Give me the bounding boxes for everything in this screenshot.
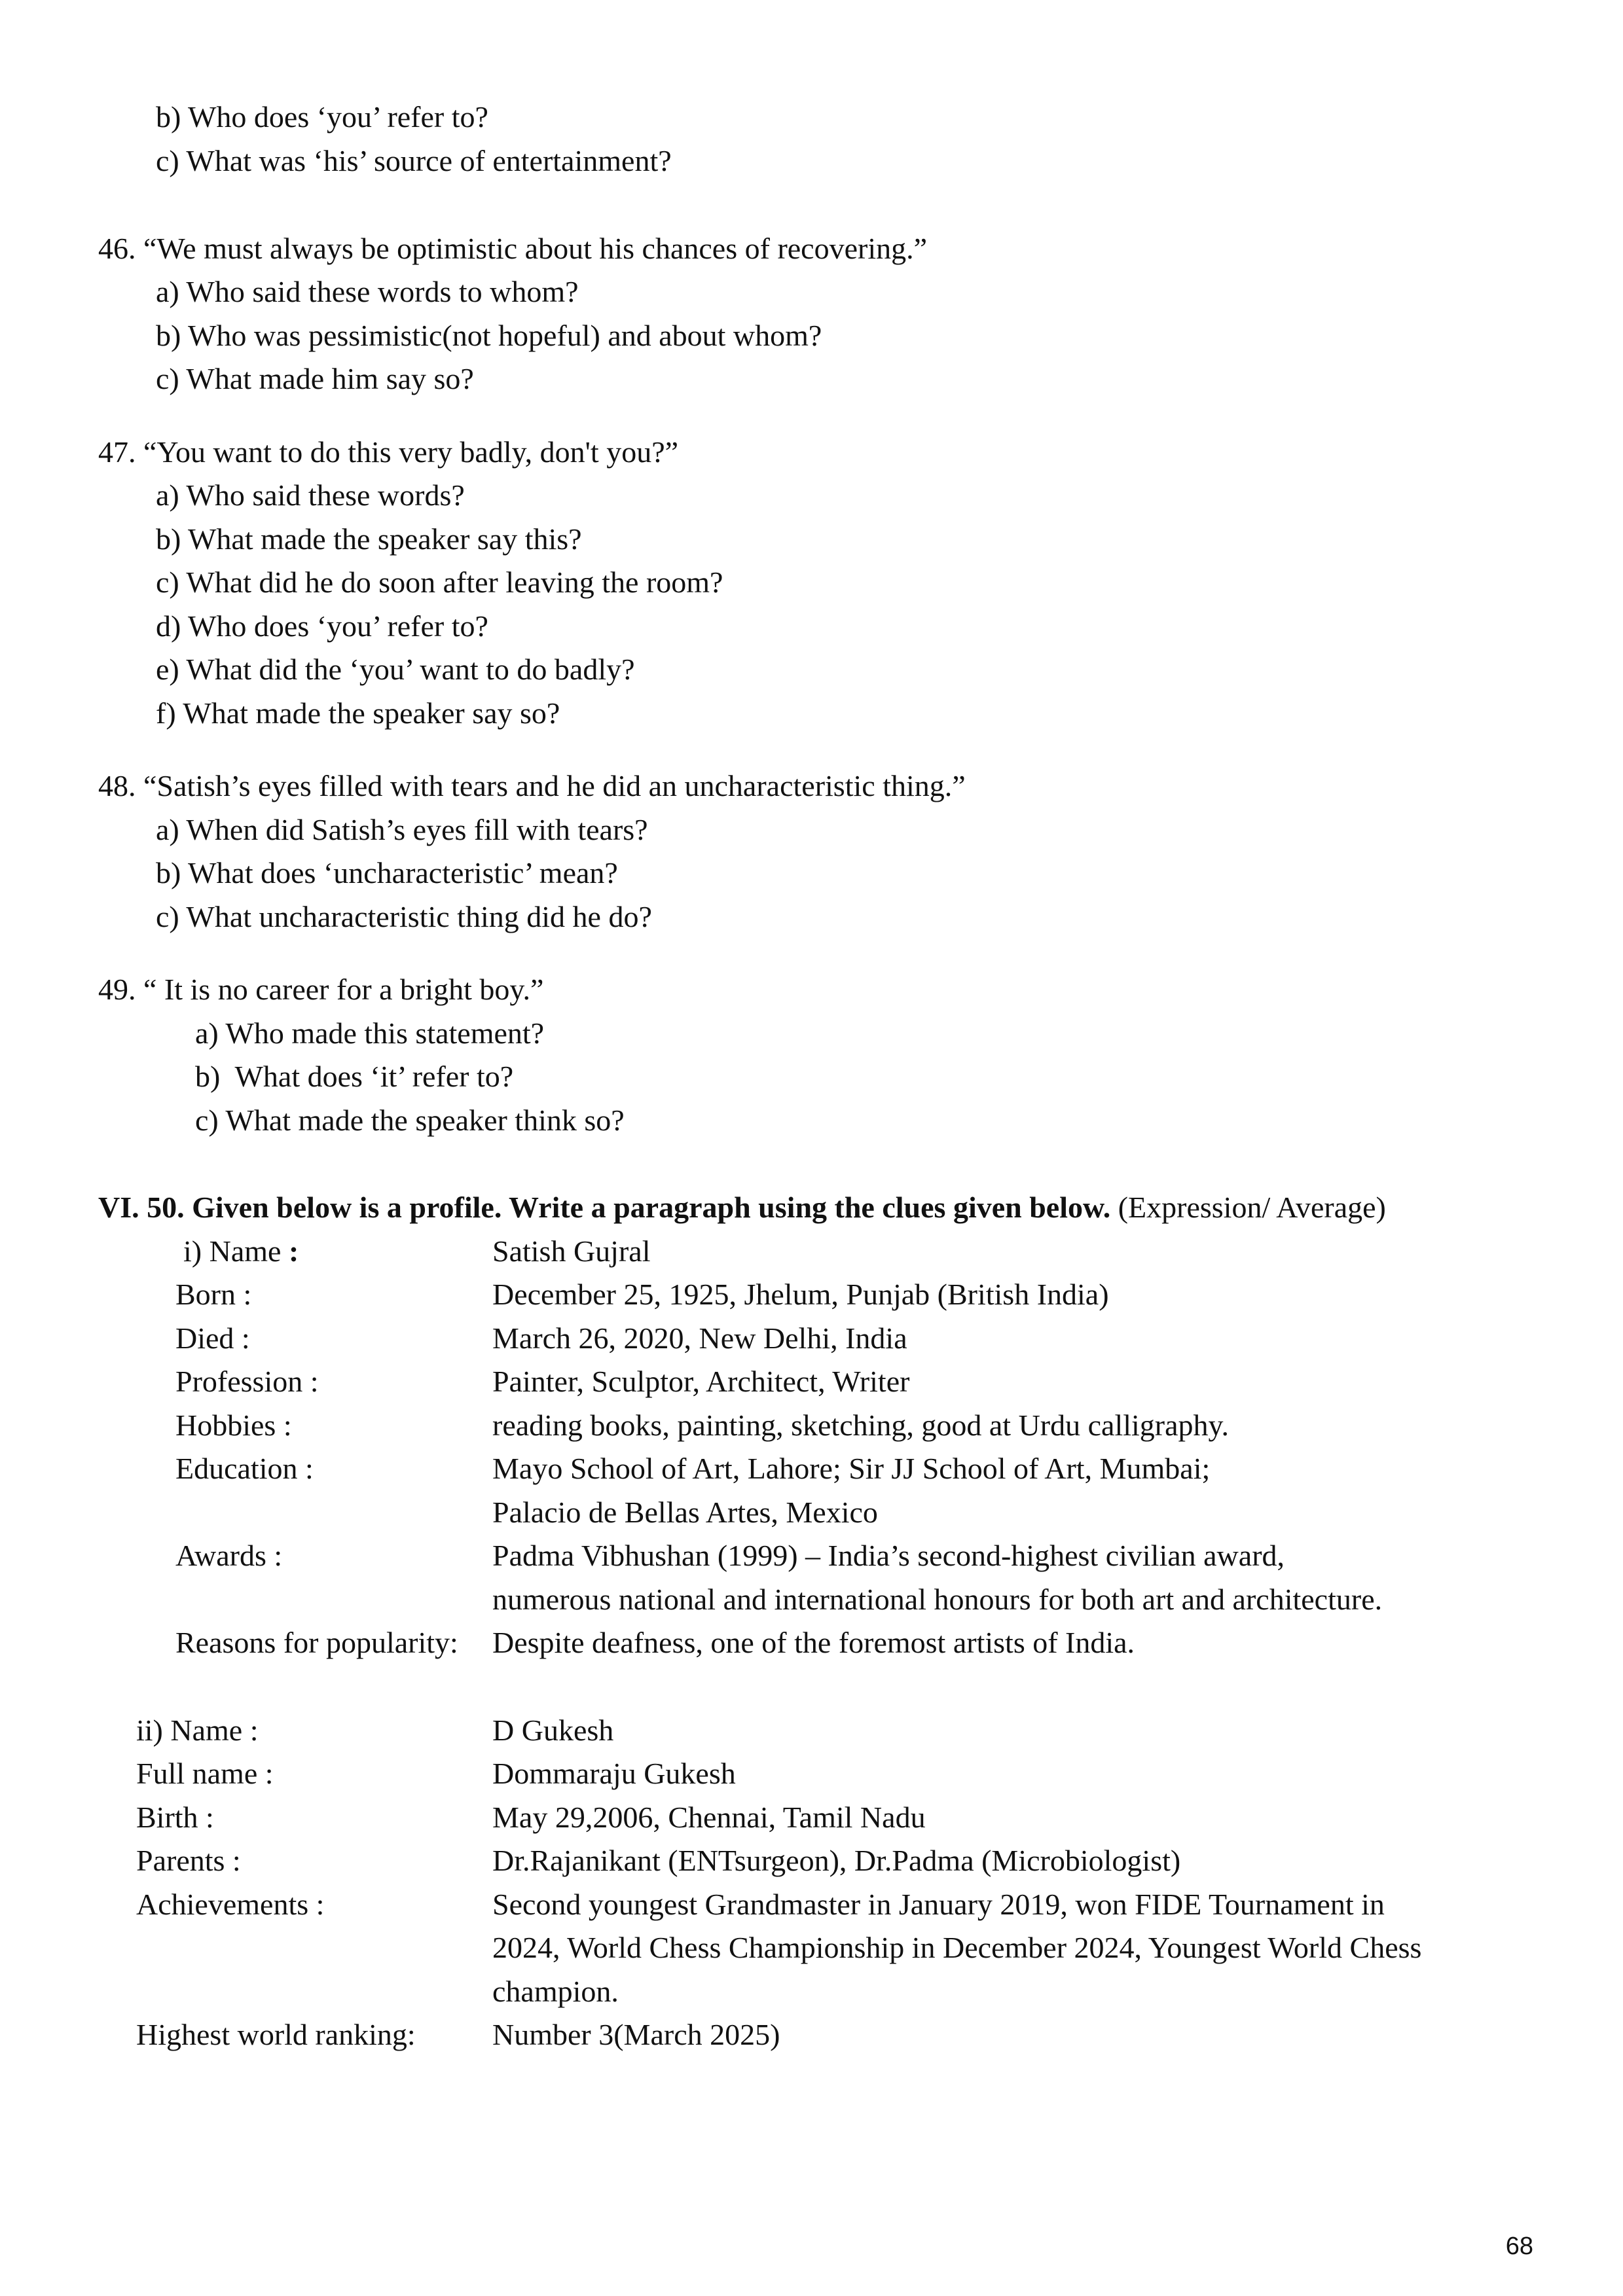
profile1-name-label: i) Name : (183, 1234, 299, 1268)
profile2-ranking-label: Highest world ranking: (136, 2018, 416, 2051)
profile2-achievements-value: Second youngest Grandmaster in January 2019, won FIDE Tournament in (492, 1888, 1385, 1921)
prev-question-item-c: c) What was ‘his’ source of entertainment? (156, 144, 672, 177)
q48-stem: 48. “Satish’s eyes filled with tears and he did an uncharacteristic thing.” (98, 769, 966, 802)
profile1-popularity-value: Despite deafness, one of the foremost artists of India. (492, 1626, 1135, 1659)
profile1-education-value-cont: Palacio de Bellas Artes, Mexico (492, 1496, 878, 1529)
profile1-hobbies-label: Hobbies : (175, 1408, 292, 1442)
profile2-parents-value: Dr.Rajanikant (ENTsurgeon), Dr.Padma (Microbiologist) (492, 1844, 1181, 1877)
q46-stem: 46. “We must always be optimistic about his chances of recovering.” (98, 232, 928, 265)
prev-question-item-b: b) Who does ‘you’ refer to? (156, 100, 488, 134)
profile1-education-label: Education : (175, 1452, 314, 1485)
q50-heading (98, 1186, 1386, 1230)
q46-item-b: b) Who was pessimistic(not hopeful) and about whom? (156, 319, 822, 352)
q49-stem: 49. “ It is no career for a bright boy.” (98, 973, 544, 1006)
q47-item-b: b) What made the speaker say this? (156, 522, 582, 556)
profile2-birth-value: May 29,2006, Chennai, Tamil Nadu (492, 1801, 926, 1834)
profile2-name-label: ii) Name : (136, 1713, 259, 1747)
profile1-died-value: March 26, 2020, New Delhi, India (492, 1321, 907, 1355)
profile1-profession-value: Painter, Sculptor, Architect, Writer (492, 1365, 910, 1398)
q49-item-b: b) What does ‘it’ refer to? (195, 1060, 514, 1093)
profile2-ranking-value: Number 3(March 2025) (492, 2018, 780, 2051)
profile1-education-value: Mayo School of Art, Lahore; Sir JJ School of Art, Mumbai; (492, 1452, 1211, 1485)
q46-item-a: a) Who said these words to whom? (156, 275, 579, 308)
q50-heading-note: (Expression/ Average) (1110, 1191, 1386, 1224)
profile1-name-value: Satish Gujral (492, 1234, 651, 1268)
profile2-parents-label: Parents : (136, 1844, 241, 1877)
profile2-achievements-value-cont1: 2024, World Chess Championship in December 2024, Youngest World Chess (492, 1931, 1422, 1964)
profile1-awards-value-cont: numerous national and international honours for both art and architecture. (492, 1583, 1383, 1616)
profile1-died-label: Died : (175, 1321, 250, 1355)
q47-item-c: c) What did he do soon after leaving the room? (156, 565, 723, 599)
page-number: 68 (1505, 2233, 1533, 2260)
q47-item-a: a) Who said these words? (156, 478, 465, 512)
q48-item-c: c) What uncharacteristic thing did he do? (156, 900, 652, 933)
q46-item-c: c) What made him say so? (156, 362, 474, 395)
profile2-birth-label: Birth : (136, 1801, 214, 1834)
profile1-profession-label: Profession : (175, 1365, 319, 1398)
q48-item-a: a) When did Satish’s eyes fill with tears? (156, 813, 648, 846)
q50-heading-bold: VI. 50. Given below is a profile. Write a paragraph using the clues given below. (98, 1191, 1111, 1224)
profile2-fullname-label: Full name : (136, 1757, 274, 1790)
q47-item-d: d) Who does ‘you’ refer to? (156, 609, 488, 643)
q49-item-a: a) Who made this statement? (195, 1016, 545, 1050)
profile1-born-label: Born : (175, 1278, 252, 1311)
q49-item-c: c) What made the speaker think so? (195, 1103, 625, 1137)
profile2-name-value: D Gukesh (492, 1713, 614, 1747)
q47-item-f: f) What made the speaker say so? (156, 696, 560, 730)
profile2-fullname-value: Dommaraju Gukesh (492, 1757, 736, 1790)
q48-item-b: b) What does ‘uncharacteristic’ mean? (156, 856, 618, 889)
q47-item-e: e) What did the ‘you’ want to do badly? (156, 653, 635, 686)
profile1-popularity-label: Reasons for popularity: (175, 1626, 458, 1659)
profile1-awards-label: Awards : (175, 1539, 283, 1572)
profile2-achievements-label: Achievements : (136, 1888, 325, 1921)
profile1-born-value: December 25, 1925, Jhelum, Punjab (British India) (492, 1278, 1109, 1311)
profile1-awards-value: Padma Vibhushan (1999) – India’s second-highest civilian award, (492, 1539, 1285, 1572)
q47-stem: 47. “You want to do this very badly, don't you?” (98, 435, 679, 469)
profile1-hobbies-value: reading books, painting, sketching, good at Urdu calligraphy. (492, 1408, 1230, 1442)
profile2-achievements-value-cont2: champion. (492, 1975, 619, 2008)
